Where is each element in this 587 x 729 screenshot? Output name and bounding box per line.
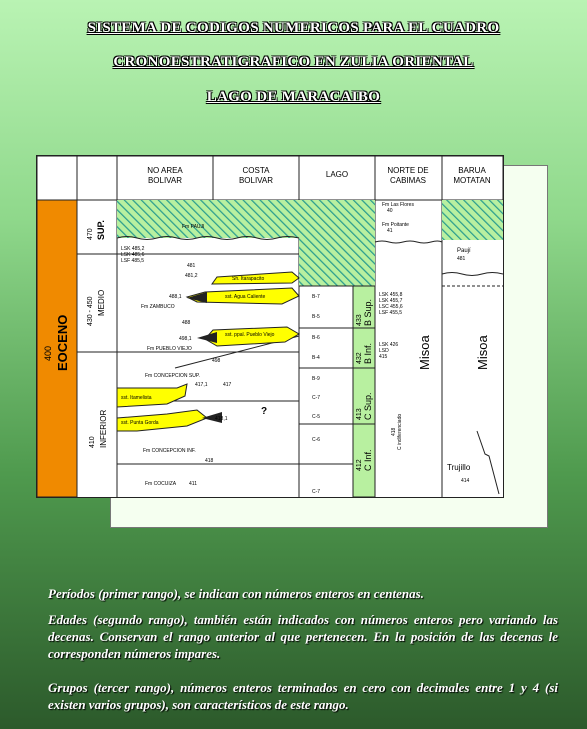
sh-tarapacito: Sh. Itarapacito (232, 276, 265, 282)
title-line-1: SISTEMA DE CODIGOS NUMERICOS PARA EL CUADRO (87, 20, 500, 36)
fm-concepcion-sup: Fm CONCEPCION SUP. (145, 373, 200, 379)
col-costa-2: BOLIVAR (238, 176, 274, 185)
question-mark: ? (261, 406, 268, 417)
fm-cocuiza-code: 411 (189, 481, 197, 487)
lago-unit-c7: C-7 (312, 395, 321, 401)
col-costa-1: COSTA (242, 166, 270, 175)
col-lago: LAGO (325, 170, 349, 179)
agua-caliente: sst. Agua Caliente (225, 294, 266, 300)
misoa-unit-name-412: C Inf. (363, 449, 373, 471)
title-line-2: CRONOESTRATIGRAFICO EN ZULIA ORIENTAL (113, 54, 474, 70)
age-name-medio: MEDIO (97, 289, 106, 316)
col-norte-1: NORTE DE (387, 166, 429, 175)
norte-lsk-4: LSF 455,5 (379, 310, 403, 316)
hatch-lago (299, 200, 375, 286)
hatch-barua (442, 200, 503, 240)
lago-unit-b4: B-4 (312, 355, 320, 361)
lago-unit-c5: C-5 (312, 414, 321, 420)
misoa-unit-name-432: B Inf. (363, 342, 373, 364)
age-code-sup: 470 (87, 228, 94, 240)
col-barua-1: BARUA (458, 166, 486, 175)
code-418-1: 418,1 (215, 416, 228, 422)
lsk-3: LSF 485,5 (121, 258, 145, 264)
sst-punta-gorda: sst. Punta Gorda (121, 420, 159, 426)
norte-indiff: C indiferenciado (397, 413, 403, 450)
norte-lsk-2: LSK 455,7 (379, 298, 403, 304)
age-name-sup: SUP. (96, 220, 106, 240)
norte-lsk2-1: LSK 426 (379, 342, 399, 348)
misoa-unit-code-412: 412 (356, 459, 363, 471)
col-barua-2: MOTATAN (453, 176, 491, 185)
note-ages: Edades (segundo rango), también están indicados con números enteros pero variando las decenas. Conservan el rango anterior al que pertenecen. En la posición de las decenas le corresponden números impares. (48, 612, 558, 661)
period-code: 400 (43, 345, 53, 361)
fm-pueblo-viejo: Fm PUEBLO VIEJO (147, 346, 192, 352)
lago-unit-c7b: C-7 (312, 489, 321, 495)
lago-unit-b9: B-9 (312, 376, 320, 382)
fm-zambuco-code: 488 (182, 320, 191, 326)
norte-indiff-code: 418 (391, 427, 397, 436)
pueblo-viejo-code: 498,1 (179, 336, 192, 342)
barua-trujillo-code: 414 (461, 478, 470, 484)
barua-trujillo: Trujillo (447, 463, 471, 472)
fm-pauji-code: 481 (187, 263, 196, 269)
lago-unit-b6: B-6 (312, 335, 320, 341)
fm-pauji: Fm PAUJI (182, 224, 205, 230)
fm-pueblo-viejo-code: 498 (212, 358, 221, 364)
code-481-2: 481,2 (185, 273, 198, 279)
norte-lsk-3: LSC 455,6 (379, 304, 403, 310)
norte-misoa: Misoa (417, 335, 432, 370)
lsk-1: LSK 485,2 (121, 246, 145, 252)
pueblo-viejo-sst: sst. ppal. Pueblo Viejo (225, 332, 275, 338)
hatch-no-area (117, 200, 299, 238)
barua-pauji: Paují (457, 248, 471, 254)
norte-lsk2-3: 415 (379, 354, 388, 360)
fm-zambuco: Fm ZAMBUCO (141, 304, 175, 310)
fm-cocuiza: Fm COCUIZA (145, 481, 177, 487)
misoa-unit-name-433: B Sup. (363, 298, 373, 326)
barua-misoa: Misoa (475, 335, 490, 370)
lago-unit-b5: B-5 (312, 314, 320, 320)
age-code-medio: 430 - 450 (87, 296, 94, 326)
lago-unit-c6: C-6 (312, 437, 321, 443)
note-periods: Períodos (primer rango), se indican con números enteros en centenas. (48, 586, 424, 601)
fm-poitante: Fm Poitante (382, 222, 409, 228)
concepcion-sup-code: 417,1 (195, 382, 208, 388)
norte-lsk-1: LSK 455,8 (379, 292, 403, 298)
col-no-area-2: BOLIVAR (147, 176, 183, 185)
chart-svg (37, 156, 503, 497)
title-line-3: LAGO DE MARACAIBO (206, 89, 381, 105)
age-name-inferior: INFERIOR (99, 409, 108, 448)
stratigraphic-chart (36, 155, 504, 498)
poitante-code: 41 (387, 228, 393, 234)
col-norte-2: CABIMAS (389, 176, 427, 185)
age-code-inferior: 410 (89, 436, 96, 448)
las-flores-code: 40 (387, 208, 393, 214)
fm-concepcion-inf: Fm CONCEPCION INF. (143, 448, 196, 454)
fm-las-flores: Fm Las Flores (382, 202, 414, 208)
agua-caliente-code: 488,1 (169, 294, 182, 300)
misoa-unit-code-413: 413 (356, 408, 363, 420)
lago-unit-b7: B-7 (312, 294, 320, 300)
norte-lsk2-2: LSD (379, 348, 389, 354)
misoa-unit-code-433: 433 (356, 314, 363, 326)
concepcion-inf-code: 418 (205, 458, 214, 464)
barua-pauji-code: 481 (457, 256, 466, 262)
period-name: EOCENO (55, 314, 70, 371)
note-groups: Grupos (tercer rango), números enteros terminados en cero con decimales entre 1 y 4 (si existen varios grupos), son característicos de este rango. (48, 680, 558, 712)
misoa-unit-code-432: 432 (356, 352, 363, 364)
lsk-2: LSK 485,6 (121, 252, 145, 258)
misoa-unit-name-413: C Sup. (363, 392, 373, 420)
concepcion-sup-code2: 417 (223, 382, 232, 388)
sst-tamelista: sst. Itamelista (121, 395, 152, 401)
col-no-area-1: NO AREA (147, 166, 183, 175)
